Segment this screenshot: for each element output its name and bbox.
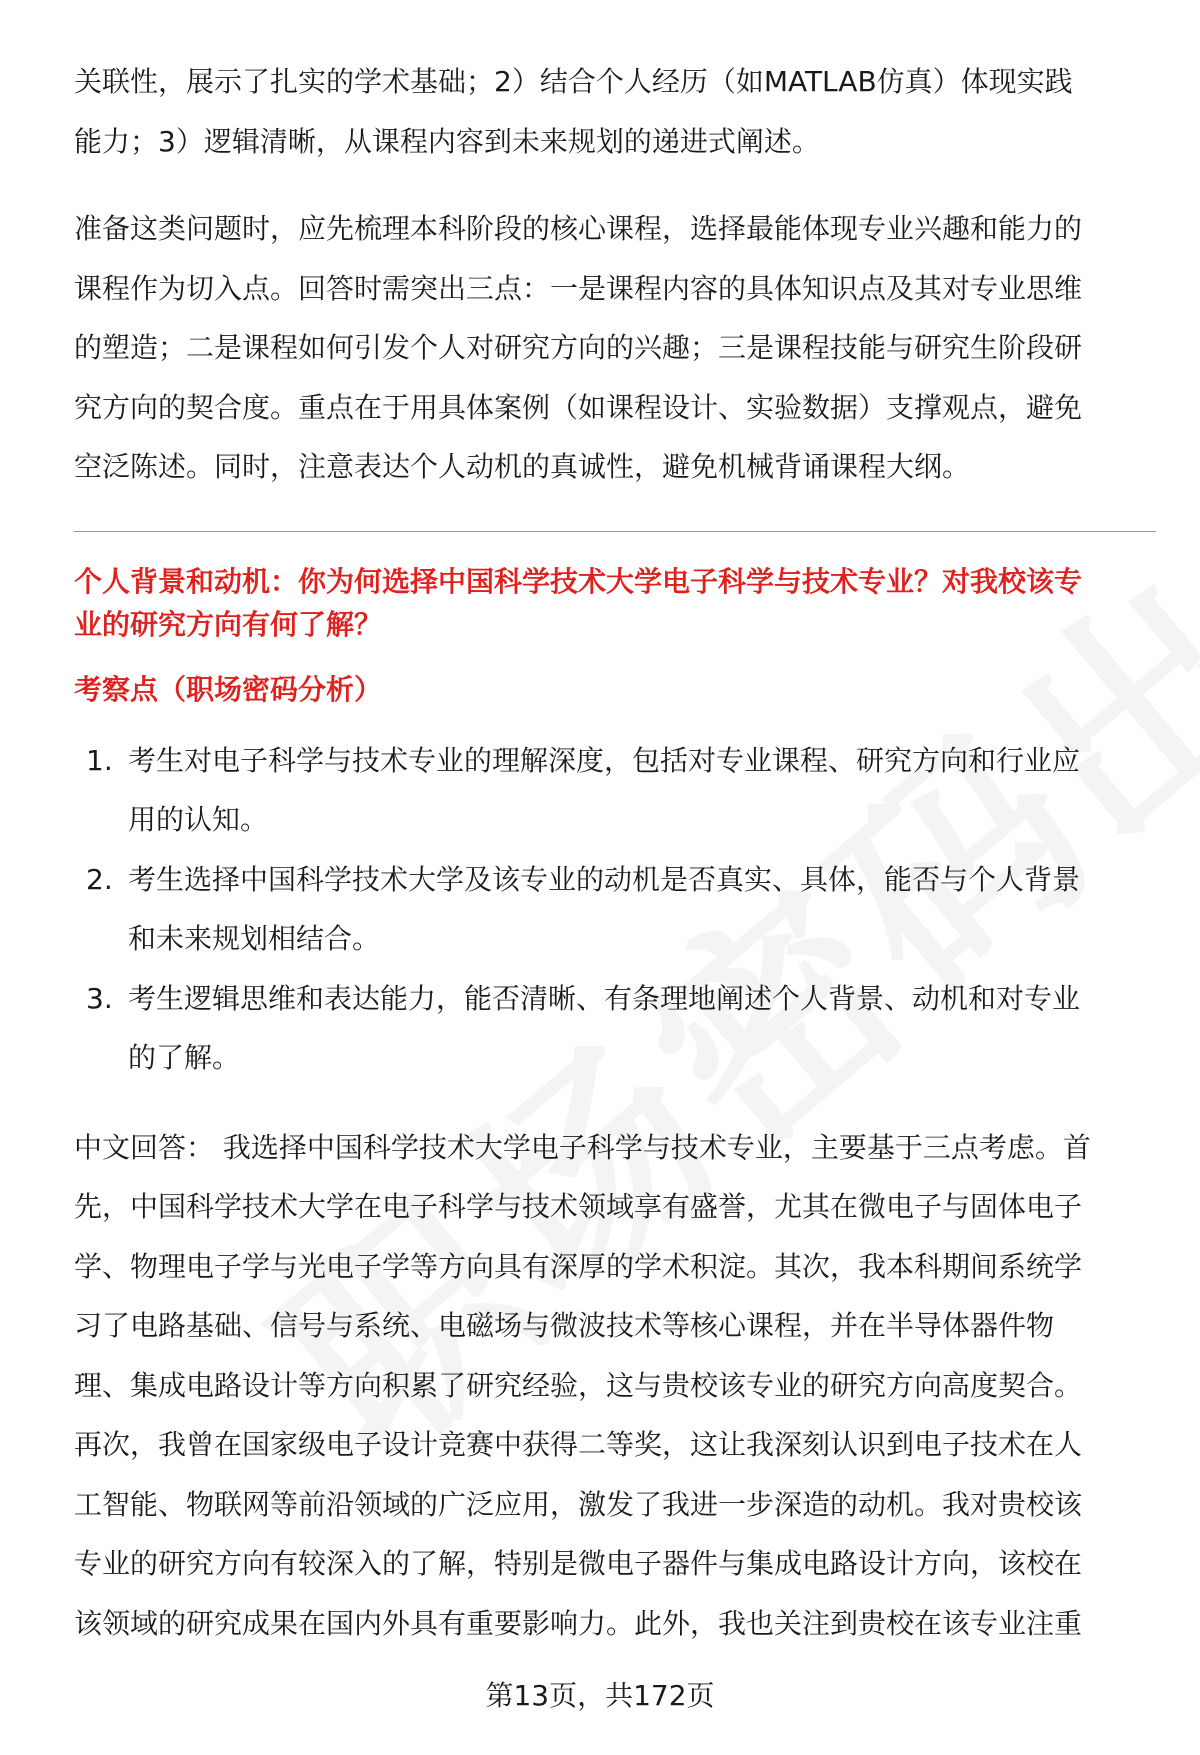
list-item-line: 考生选择中国科学技术大学及该专业的动机是否真实、具体，能否与个人背景 [128,862,1081,896]
list-item [74,850,1156,969]
list-item-line: 和未来规划相结合。 [128,922,381,955]
page-footer [0,1676,1200,1716]
list-item-line: 的了解。 [128,1041,241,1074]
text-line: 该领域的研究成果在国内外具有重要影响力。此外，我也关注到贵校在该专业注重 [74,1606,1083,1640]
page-number: 第13页，共172页 [485,1679,715,1712]
text-line: 关联性，展示了扎实的学术基础；2）结合个人经历（如MATLAB仿真）体现实践 [74,65,1073,98]
text-line: 再次，我曾在国家级电子设计竞赛中获得二等奖，这让我深刻认识到电子技术在人 [74,1428,1083,1461]
text-line: 习了电路基础、信号与系统、电磁场与微波技术等核心课程，并在半导体器件物 [74,1309,1055,1342]
list-item-line: 用的认知。 [128,803,269,836]
text-line: 学、物理电子学与光电子学等方向具有深厚的学术积淀。其次，我本科期间系统学 [74,1249,1083,1283]
text-line: 究方向的契合度。重点在于用具体案例（如课程设计、实验数据）支撑观点，避免 [74,390,1083,424]
heading-line: 个人背景和动机：你为何选择中国科学技术大学电子科学与技术专业？对我校该专 [74,564,1083,598]
answer-paragraph [74,1118,1156,1654]
heading-line: 业的研究方向有何了解？ [74,607,383,641]
text-line: 能力；3）逻辑清晰，从课程内容到未来规划的递进式阐述。 [74,124,820,158]
exam-points-list [74,731,1156,1088]
text-line: 先，中国科学技术大学在电子科学与技术领域享有盛誉，尤其在微电子与固体电子 [74,1190,1083,1223]
text-line: 理、集成电路设计等方向积累了研究经验，这与贵校该专业的研究方向高度契合。 [74,1368,1083,1402]
text-line: 课程作为切入点。回答时需突出三点：一是课程内容的具体知识点及其对专业思维 [74,271,1083,305]
text-line: 准备这类问题时，应先梳理本科阶段的核心课程，选择最能体现专业兴趣和能力的 [74,212,1083,245]
section-divider [74,531,1156,532]
text-line: 中文回答： 我选择中国科学技术大学电子科学与技术专业，主要基于三点考虑。首 [74,1130,1091,1164]
list-number: 2. [86,862,113,896]
advice-paragraph [74,199,1156,497]
text-line: 空泛陈述。同时，注意表达个人动机的真诚性，避免机械背诵课程大纲。 [74,450,971,483]
question-heading [74,560,1156,646]
list-number: 1. [86,743,113,777]
intro-paragraph [74,52,1156,171]
list-item-line: 考生对电子科学与技术专业的理解深度，包括对专业课程、研究方向和行业应 [128,743,1081,777]
text-line: 工智能、物联网等前沿领域的广泛应用，激发了我进一步深造的动机。我对贵校该 [74,1487,1083,1521]
list-item [74,969,1156,1088]
list-item [74,731,1156,850]
list-number: 3. [86,981,113,1015]
list-item-line: 考生逻辑思维和表达能力，能否清晰、有条理地阐述个人背景、动机和对专业 [128,981,1081,1015]
text-line: 专业的研究方向有较深入的了解，特别是微电子器件与集成电路设计方向，该校在 [74,1547,1083,1580]
text-line: 的塑造；二是课程如何引发个人对研究方向的兴趣；三是课程技能与研究生阶段研 [74,331,1083,364]
exam-points-title: 考察点（职场密码分析） [74,672,383,706]
document-page [74,52,1156,1653]
